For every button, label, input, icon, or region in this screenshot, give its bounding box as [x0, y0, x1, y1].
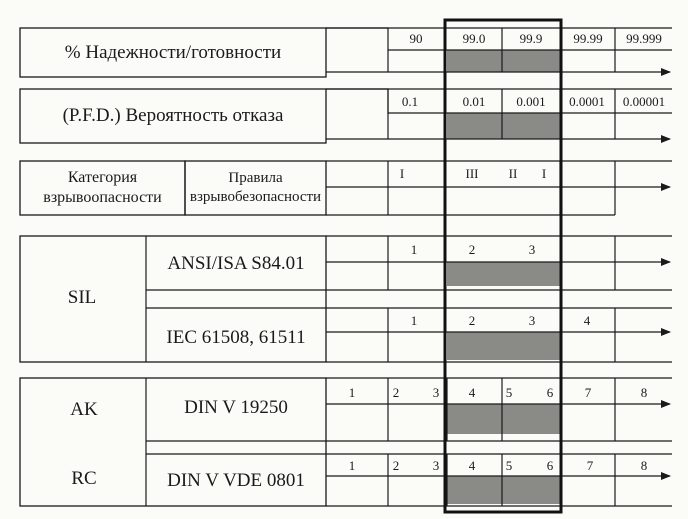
pfd-shade [447, 113, 560, 139]
ak-standard: DIN V 19250 [184, 397, 288, 418]
sil-ansi-value-3: 3 [528, 242, 536, 257]
sil-iec-value-4: 4 [583, 313, 591, 328]
sil-iec-value-1: 1 [410, 313, 418, 328]
rc-shade [447, 476, 560, 504]
explosion-row [20, 161, 672, 215]
pfd-value-0-1: 0.1 [401, 94, 419, 109]
explosion-category-label: Категория взрывоопасности [43, 169, 162, 206]
rc-label: RC [71, 468, 97, 489]
rc-value-7: 7 [586, 458, 594, 473]
pfd-label: (P.F.D.) Вероятность отказа [62, 105, 284, 126]
reliability-shade [447, 50, 560, 72]
pfd-value-0-0001: 0.0001 [569, 94, 605, 109]
reliability-row [20, 28, 672, 77]
ak-rc-row [20, 378, 672, 506]
ak-value-5: 5 [505, 385, 513, 400]
explosion-value-1: I [399, 166, 405, 181]
explosion-value-2: III [465, 166, 479, 181]
ak-value-2: 2 [392, 385, 400, 400]
rc-value-5: 5 [505, 458, 513, 473]
sil-ansi-label: ANSI/ISA S84.01 [167, 253, 305, 274]
rc-value-2: 2 [392, 458, 400, 473]
rc-value-8: 8 [640, 458, 648, 473]
reliability-value-99-0: 99.0 [462, 31, 486, 46]
ak-value-8: 8 [640, 385, 648, 400]
ak-value-1: 1 [348, 385, 356, 400]
explosion-value-4: I [541, 166, 547, 181]
explosion-value-3: II [508, 166, 518, 181]
ak-value-6: 6 [546, 385, 554, 400]
rc-value-3: 3 [432, 458, 440, 473]
ak-label: AK [70, 399, 98, 420]
reliability-value-99-999: 99.999 [626, 31, 662, 46]
sil-label: SIL [67, 287, 97, 308]
rc-value-6: 6 [546, 458, 554, 473]
pfd-row [20, 89, 672, 143]
rc-standard: DIN V VDE 0801 [167, 470, 305, 491]
ak-shade [447, 404, 560, 434]
reliability-value-99-9: 99.9 [519, 31, 543, 46]
ak-value-4: 4 [468, 385, 476, 400]
sil-ansi-shade [447, 262, 560, 286]
pfd-value-0-001: 0.001 [516, 94, 546, 109]
sil-iec-label: IEC 61508, 61511 [166, 327, 306, 348]
ak-value-3: 3 [432, 385, 440, 400]
sil-ansi-value-2: 2 [468, 242, 476, 257]
sil-row [20, 236, 672, 362]
explosion-rules-label: Правила взрывобезопасности [189, 170, 322, 205]
sil-ansi-value-1: 1 [410, 242, 418, 257]
sil-iec-value-3: 3 [528, 313, 536, 328]
reliability-value-90: 90 [409, 31, 423, 46]
sil-iec-value-2: 2 [468, 313, 476, 328]
rc-value-1: 1 [348, 458, 356, 473]
rc-value-4: 4 [468, 458, 476, 473]
reliability-label: % Надежности/готовности [64, 42, 282, 63]
pfd-value-0-01: 0.01 [462, 94, 486, 109]
reliability-value-99-99: 99.99 [573, 31, 603, 46]
pfd-value-0-00001: 0.00001 [622, 94, 666, 109]
ak-value-7: 7 [584, 385, 592, 400]
sil-iec-shade [447, 332, 560, 360]
